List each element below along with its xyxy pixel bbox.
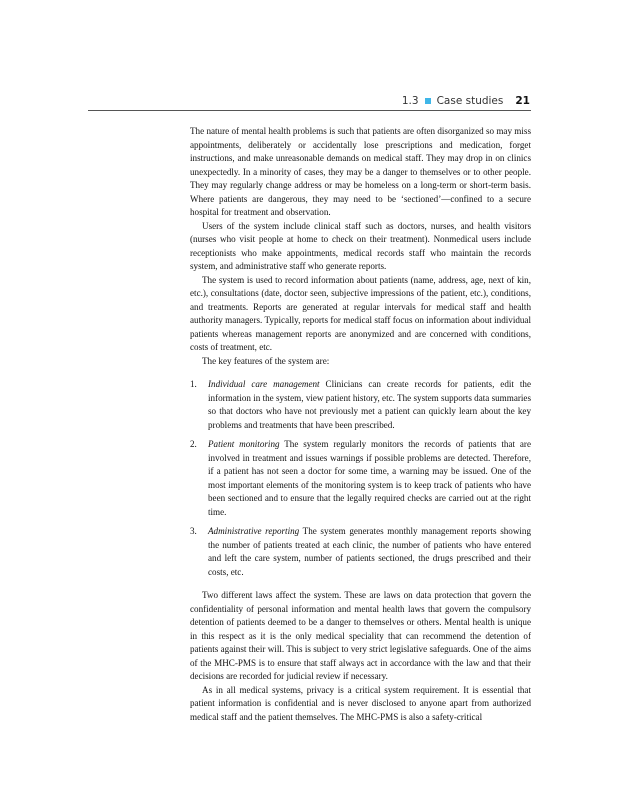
paragraph: Users of the system include clinical staff such as doctors, nurses, and health visitors (nurses who visit people at home to check on their treatment). Nonmedical users include receptionists who make appointments, medical records staff who maintain the records system, and administrative staff who generate reports. xyxy=(190,220,531,271)
header-rule xyxy=(88,110,531,111)
feature-list xyxy=(190,378,531,579)
feature-title: Patient monitoring xyxy=(208,439,280,449)
list-number: 1. xyxy=(190,379,197,389)
paragraph: The key features of the system are: xyxy=(202,355,330,366)
section-title: Case studies xyxy=(436,95,504,107)
feature-text: The system regularly monitors the records of patients that are involved in treatment and issues warnings if possible problems are detected. Therefore, if a patient has not seen a doctor for some time, a warning may be issued. One of the most important elements of the monitoring system is to keep track of patients who have been sectioned and to ensure that the legally required checks are carried out at the right time. xyxy=(208,439,531,517)
running-header xyxy=(402,95,530,107)
paragraph: As in all medical systems, privacy is a critical system requirement. It is essential that patient information is confidential and is never disclosed to anyone apart from authorized medical staff and the patient themselves. The MHC-PMS is also a safety-critical xyxy=(190,684,531,722)
feature-title: Administrative reporting xyxy=(208,526,300,536)
list-number: 2. xyxy=(190,439,197,449)
feature-title: Individual care management xyxy=(208,379,320,389)
feature-text: The system generates monthly management reports showing the number of patients treated at each clinic, the number of patients who have entered and left the care system, number of patients sectioned, the drugs prescribed and their costs, etc. xyxy=(208,526,532,577)
paragraph: The nature of mental health problems is such that patients are often disorganized so may miss appointments, deliberately or accidentally lose prescriptions and medication, forget instructions, and make unreasonable demands on medical staff. They may drop in on clinics unexpectedly. In a minority of cases, they may be a danger to themselves or to other people. They may regularly change address or may be homeless on a long-term or short-term basis. Where patients are dangerous, they may need to be ‘sectioned’—confined to a secure hospital for treatment and observation. xyxy=(190,126,531,217)
list-item xyxy=(190,525,531,579)
list-item xyxy=(190,438,531,519)
page-number: 21 xyxy=(515,95,530,107)
square-bullet-icon xyxy=(425,98,431,104)
body-text xyxy=(190,125,531,724)
paragraph: Two different laws affect the system. These are laws on data protection that govern the confidentiality of personal information and mental health laws that govern the compulsory detention of patients deemed to be a danger to themselves or others. Mental health is unique in this respect as it is the only medical speciality that can recommend the detention of patients against their will. This is subject to very strict legislative safeguards. One of the aims of the MHC-PMS is to ensure that staff always act in accordance with the law and that their decisions are recorded for judicial review if necessary. xyxy=(190,590,531,681)
paragraph: The system is used to record information about patients (name, address, age, next of kin, etc.), consultations (date, doctor seen, subjective impressions of the patient, etc.), conditions, and treatments. Reports are generated at regular intervals for medical staff and health authority managers. Typically, reports for medical staff focus on information about individual patients whereas management reports are anonymized and are concerned with conditions, costs of treatment, etc. xyxy=(190,274,531,352)
section-number: 1.3 xyxy=(401,95,419,107)
feature-text: Clinicians can create records for patients, edit the information in the system, view patient history, etc. The system supports data summaries so that doctors who have not previously met a patient can quickly learn about the key problems and treatments that have been prescribed. xyxy=(208,379,531,430)
list-number: 3. xyxy=(190,526,197,536)
list-item xyxy=(190,378,531,432)
